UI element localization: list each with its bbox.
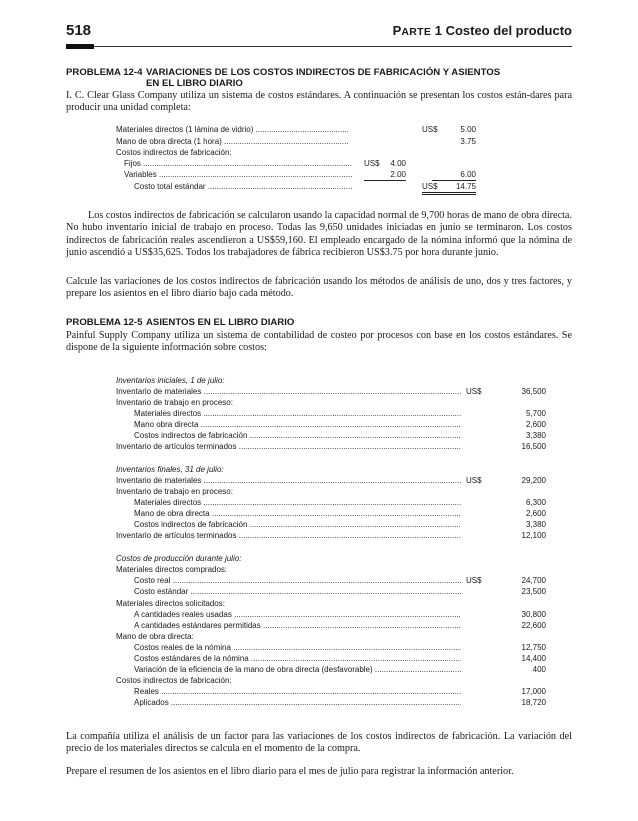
info-value: 5,700 (525, 409, 546, 418)
info-row (116, 530, 546, 541)
info-row (116, 686, 546, 697)
info-value: 6,300 (525, 498, 546, 507)
info-row (116, 664, 546, 675)
info-row (116, 609, 546, 620)
info-label: Materiales directos comprados: (116, 565, 228, 574)
info-value: 400 (532, 665, 546, 674)
problem-12-5-intro: Painful Supply Company utiliza un sistema de contabilidad de costeo por procesos con base en los costos estándares. Se dispone de la siguiente información sobre costos: (66, 330, 572, 354)
info-value: 29,200 (521, 476, 546, 485)
running-head-rest: 1 Costeo del producto (434, 23, 572, 38)
cost-value: 3.75 (460, 137, 476, 146)
cost-label: Materiales directos (1 lámina de vidrio) (116, 125, 254, 134)
problem-12-5-paragraph: La compañía utiliza el análisis de un factor para las variaciones de los costos indirectos de fabricación. La variación del precio de los materiales directos se calcula en el momento de la compra. (66, 731, 572, 755)
info-row (116, 430, 546, 441)
cost-value: 4.00 (390, 159, 406, 168)
cost-value: 6.00 (432, 169, 476, 181)
info-value: 24,700 (521, 576, 546, 585)
info-value: 23,500 (521, 587, 546, 596)
info-label: A cantidades reales usadas (134, 610, 232, 619)
info-row (116, 642, 546, 653)
running-head-smallcaps: ARTE (401, 26, 432, 38)
info-value: 3,380 (525, 520, 546, 529)
info-row (116, 586, 546, 597)
info-label: Materiales directos (134, 409, 202, 418)
info-label: Costos estándares de la nómina (134, 654, 249, 663)
currency: US$ (466, 576, 482, 585)
info-label: Reales (134, 687, 159, 696)
info-value: 17,000 (521, 687, 546, 696)
info-label: Inventario de trabajo en proceso: (116, 487, 233, 496)
problem-12-5-title (66, 317, 294, 328)
cost-row-total (116, 181, 476, 192)
info-label: Costos indirectos de fabricación: (116, 676, 232, 685)
info-value: 30,800 (521, 610, 546, 619)
problem-number: PROBLEMA 12-4 (66, 67, 143, 78)
info-label: Inventario de artículos terminados (116, 531, 237, 540)
problem-title-line1: VARIACIONES DE LOS COSTOS INDIRECTOS DE FABRICACIÓN Y ASIENTOS (146, 67, 501, 78)
info-label: Mano de obra directa: (116, 632, 194, 641)
info-value: 3,380 (525, 431, 546, 440)
cost-label: Mano de obra directa (1 hora) (116, 137, 222, 146)
running-head (393, 23, 572, 38)
currency: US$ (364, 159, 380, 168)
info-label: Costo estándar (134, 587, 189, 596)
info-label: Costos indirectos de fabricación (134, 520, 248, 529)
problem-12-4-title (66, 67, 500, 89)
problem-title-line2: EN EL LIBRO DIARIO (146, 78, 243, 89)
problem-12-4-intro: I. C. Clear Glass Company utiliza un sistema de costos estándares. A continuación se presentan los costos están-dares para producir una unidad completa: (66, 90, 572, 114)
currency: US$ (422, 125, 438, 134)
info-label: Costo real (134, 576, 171, 585)
info-label: Costos indirectos de fabricación (134, 431, 248, 440)
problem-title: ASIENTOS EN EL LIBRO DIARIO (146, 317, 295, 328)
header-rule (66, 46, 572, 47)
header-rule-block (66, 44, 94, 49)
info-row (116, 620, 546, 631)
info-label: Aplicados (134, 698, 169, 707)
cost-row (116, 124, 476, 135)
problem-12-5-instructions: Prepare el resumen de los asientos en el libro diario para el mes de julio para registrar la información anterior. (66, 766, 514, 777)
page-number: 518 (66, 22, 92, 39)
cost-value: 5.00 (460, 125, 476, 134)
problem-12-4-paragraph: Los costos indirectos de fabricación se calcularon usando la capacidad normal de 9,700 horas de mano de obra directa. No hubo inventario inicial de trabajo en proceso. Todas las 9,650 unidades iniciadas en junio se terminaron. Los costos indirectos de fabricación reales ascendieron a US$59,160. El empleado encargado de la nómina informó que la nómina de junio ascendió a US$35,625. Todos los trabajadores de fábrica recibieron US$3.75 por hora durante junio. (66, 210, 572, 259)
info-row (116, 408, 546, 419)
info-label: Inventario de trabajo en proceso: (116, 398, 233, 407)
info-label: Materiales directos (134, 498, 202, 507)
info-row (116, 598, 546, 609)
info-label: Costos reales de la nómina (134, 643, 231, 652)
info-row (116, 631, 546, 642)
cost-value: 2.00 (364, 169, 406, 181)
info-label: A cantidades estándares permitidas (134, 621, 261, 630)
cost-label: Fijos (124, 159, 141, 168)
info-row (116, 508, 546, 519)
info-row (116, 497, 546, 508)
currency: US$ (466, 387, 482, 396)
section-heading: Costos de producción durante julio: (116, 554, 242, 563)
info-label: Mano obra directa (134, 420, 199, 429)
info-label: Mano de obra directa (134, 509, 210, 518)
section-heading: Inventarios finales, 31 de julio: (116, 465, 224, 474)
info-row (116, 386, 546, 397)
info-label: Inventario de materiales (116, 387, 202, 396)
info-value: 12,100 (521, 531, 546, 540)
info-row (116, 419, 546, 430)
section-heading: Inventarios iniciales, 1 de julio: (116, 376, 225, 385)
running-head-initial: P (392, 23, 402, 38)
info-row (116, 675, 546, 686)
info-label: Inventario de artículos terminados (116, 442, 237, 451)
info-row (116, 441, 546, 452)
info-row (116, 519, 546, 530)
cost-row (116, 169, 476, 180)
info-label: Variación de la eficiencia de la mano de obra directa (desfavorable) (134, 665, 373, 674)
info-value: 12,750 (521, 643, 546, 652)
cost-row (116, 158, 476, 169)
info-value: 16,500 (521, 442, 546, 451)
info-value: 2,600 (525, 509, 546, 518)
info-row (116, 475, 546, 486)
problem-number: PROBLEMA 12-5 (66, 317, 143, 328)
currency: US$ (466, 476, 482, 485)
info-label: Materiales directos solicitados: (116, 599, 225, 608)
info-value: 18,720 (521, 698, 546, 707)
problem-12-4-instructions: Calcule las variaciones de los costos indirectos de fabricación usando los métodos de análisis de uno, dos y tres factores, y prepare los asientos en el libro diario bajo cada método. (66, 276, 572, 300)
info-value: 2,600 (525, 420, 546, 429)
cost-row (116, 136, 476, 147)
info-label: Inventario de materiales (116, 476, 202, 485)
info-value: 36,500 (521, 387, 546, 396)
cost-label: Variables (124, 170, 157, 179)
info-row (116, 397, 546, 408)
info-row (116, 575, 546, 586)
cost-row (116, 147, 476, 158)
info-row (116, 564, 546, 575)
page-header (66, 22, 572, 46)
info-row (116, 697, 546, 708)
currency: US$ (422, 181, 442, 195)
cost-label: Costo total estándar (134, 182, 206, 191)
info-value: 14,400 (521, 654, 546, 663)
cost-label: Costos indirectos de fabricación: (116, 148, 232, 157)
info-row (116, 486, 546, 497)
info-value: 22,600 (521, 621, 546, 630)
cost-value: 14.75 (442, 181, 476, 195)
info-row (116, 653, 546, 664)
